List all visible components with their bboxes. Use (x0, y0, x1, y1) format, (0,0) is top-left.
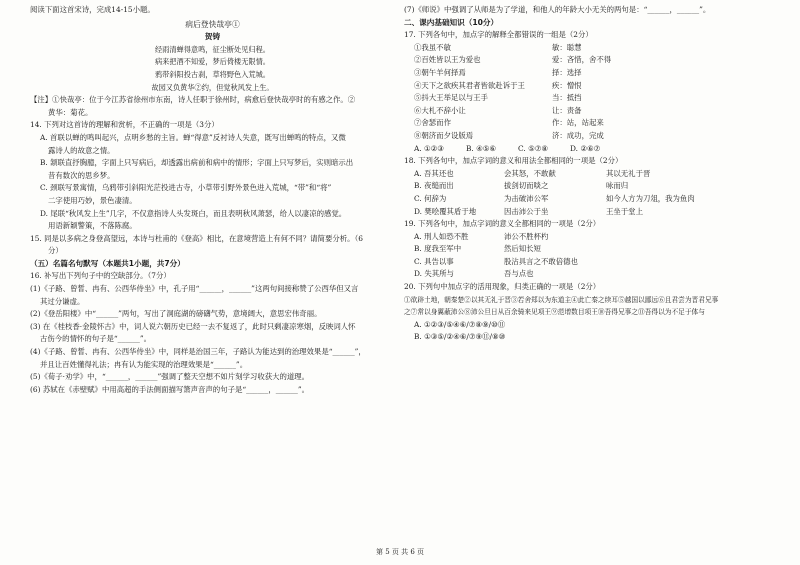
q18-cell: 为击破沛公军 (504, 193, 549, 203)
q17-row (404, 67, 772, 80)
q17-options (404, 143, 772, 156)
q17-row (404, 92, 772, 105)
q14-option-c: 二字使用巧妙，景色凄清。 (48, 195, 137, 205)
q17-row (404, 117, 772, 130)
q19-cell: A. 刑人如恐不胜 (414, 231, 469, 241)
poem-line: 病来把酒不知爱，梦后倚楼无限情。 (154, 57, 270, 67)
question-19: 19. 下列各句中，加点字词的意义全都相同的一项是（2分） (404, 219, 601, 229)
q20-option-b: B. ①③⑤/②④⑥/⑦⑨⑪/⑧⑩ (414, 332, 506, 342)
q18-cell: 咏而归 (606, 181, 629, 191)
q14-option-b: B. 颔联直抒胸臆，字面上只写病后，却透露出病前和病中的情形；字面上只写梦后，实则暗示出 (40, 158, 354, 168)
q17-sentence: ②百姓皆以王为爱也 (414, 55, 481, 65)
q19-row (404, 243, 772, 256)
poem-author: 贺铸 (204, 32, 221, 42)
poem-line: 鸦带斜阳投古刹，草将野色入荒城。 (154, 69, 270, 79)
poem-line: 经雨清蝉得意鸣，征尘断处见归程。 (154, 44, 270, 54)
q17-option: C. ⑤⑦⑧ (518, 143, 548, 153)
section-2-heading: 二、课内基础知识（10分） (404, 17, 499, 27)
q17-gloss: 疾：憎恨 (552, 80, 582, 90)
q17-row (404, 105, 772, 118)
poem-title: 病后登快哉亭① (185, 19, 240, 29)
q18-cell: 因击沛公于坐 (504, 206, 549, 216)
q19-row (404, 268, 772, 281)
q19-row (404, 256, 772, 269)
q17-row (404, 80, 772, 93)
q14-option-d: D. 尾联“秋风发上生”几字，不仅意指诗人头发斑白，而且表明秋风萧瑟，给人以凄凉的感觉。 (40, 208, 347, 218)
q16-item-1: 其过分谦虚。 (40, 296, 85, 306)
question-16: 16. 补写出下列句子中的空缺部分。（7分） (30, 271, 171, 281)
q14-option-b: 昔有数次的思乡梦。 (48, 170, 115, 180)
q17-sentence: ③朝午羊何择焉 (414, 67, 466, 77)
q17-row (404, 54, 772, 67)
q17-gloss: 作：站，站起来 (552, 118, 604, 128)
q19-cell: B. 度我至军中 (414, 244, 462, 254)
q18-row (404, 193, 772, 206)
q14-option-a: A. 首联以蝉的鸣叫起兴，点明乡愁的主旨。蝉“得意”反衬诗人失意，既写出蝉鸣的特点，又微 (40, 132, 346, 142)
page-number: 第 5 页 共 6 页 (375, 548, 425, 556)
right-column (404, 4, 772, 344)
q16-item-5: (5)《荀子·劝学》中，“______，______”强调了整天空想不如片刻学习收获大的道理。 (30, 372, 310, 382)
q17-gloss: 济：成功，完成 (552, 130, 604, 140)
q18-cell: C. 何辞为 (414, 193, 447, 203)
q17-row (404, 130, 772, 143)
q17-option: D. ②⑥⑦ (570, 143, 601, 153)
q19-row (404, 231, 772, 244)
left-column (30, 4, 395, 396)
q19-cell: 股沾具言之不敢倍德也 (504, 256, 578, 266)
q17-gloss: 择：选择 (552, 67, 582, 77)
q14-option-d: 用语新颖警策，不落陈腐。 (48, 221, 137, 231)
q16-item-7: (7)《师说》中强调了从师是为了学道，和他人的年龄大小无关的两句是：“______，______”。 (404, 5, 711, 14)
q19-cell: 沛公不胜杯杓 (504, 231, 549, 241)
question-18: 18. 下列各句中，加点字词的意义和用法全都相同的一项是（2分） (404, 156, 623, 166)
q16-item-1: (1)《子路、曾皙、冉有、公西华侍坐》中，孔子用“______，______”这两句间接称赞了公西华但又言 (30, 284, 359, 294)
q14-option-a: 露诗人的故意之情。 (48, 145, 115, 155)
q18-row (404, 168, 772, 181)
q19-cell: C. 具告以事 (414, 256, 454, 266)
q17-gloss: 当：抵挡 (552, 93, 582, 103)
q18-cell: 如今人方为刀俎，我为鱼肉 (606, 193, 695, 203)
q18-cell: B. 夜缒而出 (414, 181, 454, 191)
q18-cell: 拔剑切而啖之 (504, 181, 549, 191)
poem-note: 黄华：菊花。 (48, 107, 93, 117)
q17-option: A. ①②③ (414, 143, 444, 153)
q20-text: 之⑦常以身翼蔽沛公⑧沛公旦日从百余骑来见项王⑨范增数目项王⑩吾得兄事之⑪吾得以为不足于体与 (404, 308, 705, 317)
section-5-heading: （五）名篇名句默写（本题共1小题，共7分） (30, 258, 185, 268)
q16-item-3: 古伤今的情怀的句子是“______”。 (40, 334, 152, 344)
poem-intro: 阅读下面这首宋诗，完成14-15小题。 (30, 5, 155, 14)
poem-line: 故园又负黄华②约，但觉秋风发上生。 (151, 82, 274, 92)
q18-cell: 王坐于堂上 (606, 206, 643, 216)
q16-item-2: (2)《登岳阳楼》中“______”两句，写出了洞庭湖的磅礴气势，意境阔大，意思宏伟奇丽。 (30, 309, 322, 319)
q17-sentence: ⑧朝济而夕设版焉 (414, 130, 474, 140)
q16-item-3: (3) 在《桂枝香·金陵怀古》中，词人说六朝历史已经一去不复返了，此时只剩凄凉寒烟，反映词人怀 (30, 321, 356, 331)
q18-row (404, 206, 772, 219)
question-14: 14. 下列对这首诗的理解和赏析，不正确的一项是（3分） (30, 120, 219, 130)
q17-sentence: ⑤抖大王举足以与王手 (414, 93, 488, 103)
q17-sentence: ①我虽不敏 (414, 42, 451, 52)
q17-sentence: ④天下之欲疾其君者皆欲赴诉于王 (414, 80, 525, 90)
q17-gloss: 让：责备 (552, 105, 582, 115)
q17-gloss: 爱：吝惜，舍不得 (552, 55, 612, 65)
poem-note: 【注】①快哉亭：位于今江苏省徐州市东南，诗人任职于徐州时，病愈后登快哉亭时的有感之作。② (30, 95, 356, 105)
q14-option-c: C. 颈联写景寓情，乌鸦带引斜阳光茫投进古寺，小草带引野外景色进入荒城，“带”和“将” (40, 183, 332, 193)
q17-row (404, 42, 772, 55)
q18-row (404, 180, 772, 193)
q16-item-4: 并且让百姓懂得礼法；冉有认为能实现的治理效果是“______”。 (40, 359, 248, 369)
question-15: 分） (48, 246, 63, 256)
q20-text: ①欲辟土地，朝秦楚②以其无礼于晋③若舍郑以为东道主④此亡秦之续耳⑤越国以鄙远⑥且君尝为晋君兄事 (404, 295, 719, 304)
q17-sentence: ⑦舍瑟而作 (414, 118, 451, 128)
q19-cell: 吾与点也 (504, 269, 534, 279)
q16-item-4: (4)《子路、曾皙、冉有、公西华侍坐》中，同样是治国三年，子路认为能达到的治理效果是“______”， (30, 347, 366, 357)
q17-option: B. ④⑤⑥ (466, 143, 497, 153)
q16-item-6: (6) 苏轼在《赤壁赋》中用高超的手法侧面描写箫声音声的句子是“______，______”。 (30, 384, 310, 394)
q18-cell: D. 樊哙覆其盾于地 (414, 206, 477, 216)
q18-cell: A. 吾其还也 (414, 168, 454, 178)
q19-cell: 然后知长短 (504, 244, 541, 254)
question-17: 17. 下列各句中，加点字的解释全都错误的一组是（2分） (404, 30, 593, 40)
question-20: 20. 下列句中加点字的活用现象，归类正确的一项是（2分） (404, 282, 601, 292)
q18-cell: 会其怒，不敢献 (504, 168, 556, 178)
q17-sentence: ⑥大札不辞小让 (414, 105, 466, 115)
q20-option-a: A. ①②③/⑤④⑥/⑦⑧⑨/⑩⑪ (414, 319, 506, 329)
q18-cell: 其以无礼于晋 (606, 168, 651, 178)
q17-gloss: 敏：聪慧 (552, 42, 582, 52)
q19-cell: D. 失其所与 (414, 269, 454, 279)
question-15: 15. 同是以多病之身登高望远，本诗与杜甫的《登高》相比，在意境营造上有何不同？请简要分析。（6 (30, 233, 363, 243)
